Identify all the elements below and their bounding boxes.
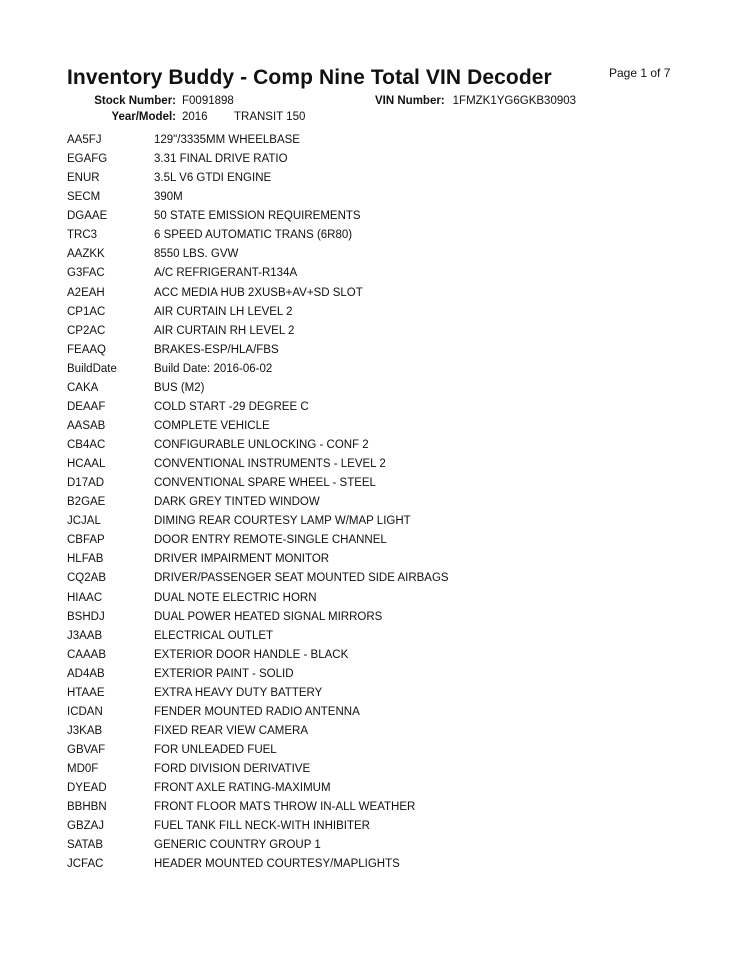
option-code: FEAAQ bbox=[67, 343, 106, 356]
model-value: TRANSIT 150 bbox=[234, 111, 306, 123]
option-row bbox=[67, 306, 687, 325]
option-description: AIR CURTAIN RH LEVEL 2 bbox=[154, 324, 295, 337]
option-description: FIXED REAR VIEW CAMERA bbox=[154, 724, 308, 737]
option-row bbox=[67, 401, 687, 420]
option-description: Build Date: 2016-06-02 bbox=[154, 362, 273, 375]
option-description: FRONT AXLE RATING-MAXIMUM bbox=[154, 782, 331, 795]
option-description: DUAL NOTE ELECTRIC HORN bbox=[154, 591, 317, 604]
option-description: 3.5L V6 GTDI ENGINE bbox=[154, 172, 272, 185]
option-row bbox=[67, 839, 687, 858]
option-code: JCFAC bbox=[67, 858, 104, 871]
option-description: EXTRA HEAVY DUTY BATTERY bbox=[154, 686, 323, 699]
option-description: 3.31 FINAL DRIVE RATIO bbox=[154, 153, 288, 166]
stock-number-label: Stock Number: bbox=[94, 95, 176, 107]
option-row bbox=[67, 191, 687, 210]
option-row bbox=[67, 458, 687, 477]
option-code: CAKA bbox=[67, 381, 99, 394]
option-row bbox=[67, 344, 687, 363]
option-code: SATAB bbox=[67, 839, 103, 852]
option-row bbox=[67, 820, 687, 839]
option-description: FORD DIVISION DERIVATIVE bbox=[154, 763, 311, 776]
option-code: HTAAE bbox=[67, 686, 105, 699]
option-row bbox=[67, 592, 687, 611]
option-row bbox=[67, 553, 687, 572]
option-code-list bbox=[67, 134, 687, 877]
option-code: CAAAB bbox=[67, 648, 106, 661]
option-code: A2EAH bbox=[67, 286, 105, 299]
option-code: CP2AC bbox=[67, 324, 106, 337]
option-row bbox=[67, 744, 687, 763]
option-description: 129"/3335MM WHEELBASE bbox=[154, 134, 300, 146]
option-description: HEADER MOUNTED COURTESY/MAPLIGHTS bbox=[154, 858, 400, 871]
option-code: AD4AB bbox=[67, 667, 105, 680]
option-row bbox=[67, 382, 687, 401]
option-row bbox=[67, 153, 687, 172]
option-code: HCAAL bbox=[67, 458, 106, 471]
option-description: DOOR ENTRY REMOTE-SINGLE CHANNEL bbox=[154, 534, 387, 547]
option-row bbox=[67, 668, 687, 687]
option-row bbox=[67, 858, 687, 877]
option-code: HLFAB bbox=[67, 553, 104, 566]
option-row bbox=[67, 630, 687, 649]
option-code: SECM bbox=[67, 191, 101, 204]
option-row bbox=[67, 572, 687, 591]
option-description: 390M bbox=[154, 191, 183, 204]
option-description: DIMING REAR COURTESY LAMP W/MAP LIGHT bbox=[154, 515, 411, 528]
option-description: FOR UNLEADED FUEL bbox=[154, 744, 277, 756]
option-code: ICDAN bbox=[67, 705, 103, 718]
option-description: CONVENTIONAL INSTRUMENTS - LEVEL 2 bbox=[154, 458, 386, 471]
option-code: GBZAJ bbox=[67, 820, 105, 833]
option-code: GBVAF bbox=[67, 744, 106, 756]
option-code: ENUR bbox=[67, 172, 100, 185]
option-description: DARK GREY TINTED WINDOW bbox=[154, 496, 320, 509]
option-description: GENERIC COUNTRY GROUP 1 bbox=[154, 839, 321, 852]
option-row bbox=[67, 229, 687, 248]
year-model-label: Year/Model: bbox=[111, 111, 176, 123]
option-description: ACC MEDIA HUB 2XUSB+AV+SD SLOT bbox=[154, 286, 363, 299]
option-row bbox=[67, 496, 687, 515]
option-row bbox=[67, 477, 687, 496]
stock-number-value: F0091898 bbox=[182, 95, 234, 107]
option-code: DYEAD bbox=[67, 782, 107, 795]
option-description: FRONT FLOOR MATS THROW IN-ALL WEATHER bbox=[154, 801, 416, 814]
option-description: A/C REFRIGERANT-R134A bbox=[154, 267, 298, 280]
option-row bbox=[67, 267, 687, 286]
document-title: Inventory Buddy - Comp Nine Total VIN Decoder bbox=[67, 66, 552, 89]
option-row bbox=[67, 801, 687, 820]
option-row bbox=[67, 172, 687, 191]
option-row bbox=[67, 706, 687, 725]
option-row bbox=[67, 210, 687, 229]
option-description: 6 SPEED AUTOMATIC TRANS (6R80) bbox=[154, 229, 353, 242]
option-code: D17AD bbox=[67, 477, 105, 490]
option-code: BuildDate bbox=[67, 362, 117, 375]
option-description: EXTERIOR DOOR HANDLE - BLACK bbox=[154, 648, 349, 661]
option-row bbox=[67, 287, 687, 306]
option-description: COLD START -29 DEGREE C bbox=[154, 400, 309, 413]
option-description: ELECTRICAL OUTLET bbox=[154, 629, 274, 642]
option-description: 8550 LBS. GVW bbox=[154, 248, 239, 261]
option-code: HIAAC bbox=[67, 591, 103, 604]
option-code: CB4AC bbox=[67, 439, 106, 451]
option-code: TRC3 bbox=[67, 229, 98, 242]
option-code: JCJAL bbox=[67, 515, 101, 528]
option-row bbox=[67, 420, 687, 439]
vin-number-value: 1FMZK1YG6GKB30903 bbox=[452, 95, 577, 107]
option-code: DEAAF bbox=[67, 400, 106, 413]
vin-number-label: VIN Number: bbox=[375, 95, 445, 107]
page-number: Page 1 of 7 bbox=[609, 66, 671, 80]
option-code: B2GAE bbox=[67, 496, 106, 509]
option-code: AA5FJ bbox=[67, 134, 102, 146]
option-description: BUS (M2) bbox=[154, 381, 205, 394]
option-code: BSHDJ bbox=[67, 610, 105, 623]
option-row bbox=[67, 439, 687, 458]
option-code: BBHBN bbox=[67, 801, 107, 814]
option-description: EXTERIOR PAINT - SOLID bbox=[154, 667, 294, 680]
option-row bbox=[67, 687, 687, 706]
option-code: CP1AC bbox=[67, 305, 106, 318]
option-row bbox=[67, 611, 687, 630]
option-description: AIR CURTAIN LH LEVEL 2 bbox=[154, 305, 293, 318]
year-model-row bbox=[0, 111, 208, 123]
option-description: CONVENTIONAL SPARE WHEEL - STEEL bbox=[154, 477, 376, 490]
option-code: AASAB bbox=[67, 419, 106, 432]
option-description: COMPLETE VEHICLE bbox=[154, 419, 270, 432]
option-description: FENDER MOUNTED RADIO ANTENNA bbox=[154, 705, 360, 718]
option-description: FUEL TANK FILL NECK-WITH INHIBITER bbox=[154, 820, 370, 833]
option-code: CBFAP bbox=[67, 534, 105, 547]
option-description: CONFIGURABLE UNLOCKING - CONF 2 bbox=[154, 439, 369, 451]
option-code: EGAFG bbox=[67, 153, 108, 166]
option-code: CQ2AB bbox=[67, 572, 106, 585]
option-code: DGAAE bbox=[67, 210, 108, 223]
option-row bbox=[67, 363, 687, 382]
option-description: 50 STATE EMISSION REQUIREMENTS bbox=[154, 210, 361, 223]
stock-number-row bbox=[0, 95, 234, 107]
option-code: G3FAC bbox=[67, 267, 105, 280]
option-description: DRIVER IMPAIRMENT MONITOR bbox=[154, 553, 330, 566]
option-row bbox=[67, 134, 687, 153]
option-description: DRIVER/PASSENGER SEAT MOUNTED SIDE AIRBAGS bbox=[154, 572, 449, 585]
option-description: DUAL POWER HEATED SIGNAL MIRRORS bbox=[154, 610, 383, 623]
vin-number-row bbox=[375, 95, 576, 107]
year-value: 2016 bbox=[182, 111, 208, 123]
option-code: J3KAB bbox=[67, 724, 103, 737]
option-row bbox=[67, 248, 687, 267]
option-row bbox=[67, 725, 687, 744]
option-row bbox=[67, 763, 687, 782]
option-row bbox=[67, 782, 687, 801]
option-description: BRAKES-ESP/HLA/FBS bbox=[154, 343, 279, 356]
option-code: AAZKK bbox=[67, 248, 105, 261]
option-row bbox=[67, 325, 687, 344]
option-row bbox=[67, 515, 687, 534]
option-code: MD0F bbox=[67, 763, 99, 776]
option-row bbox=[67, 649, 687, 668]
option-row bbox=[67, 534, 687, 553]
option-code: J3AAB bbox=[67, 629, 103, 642]
